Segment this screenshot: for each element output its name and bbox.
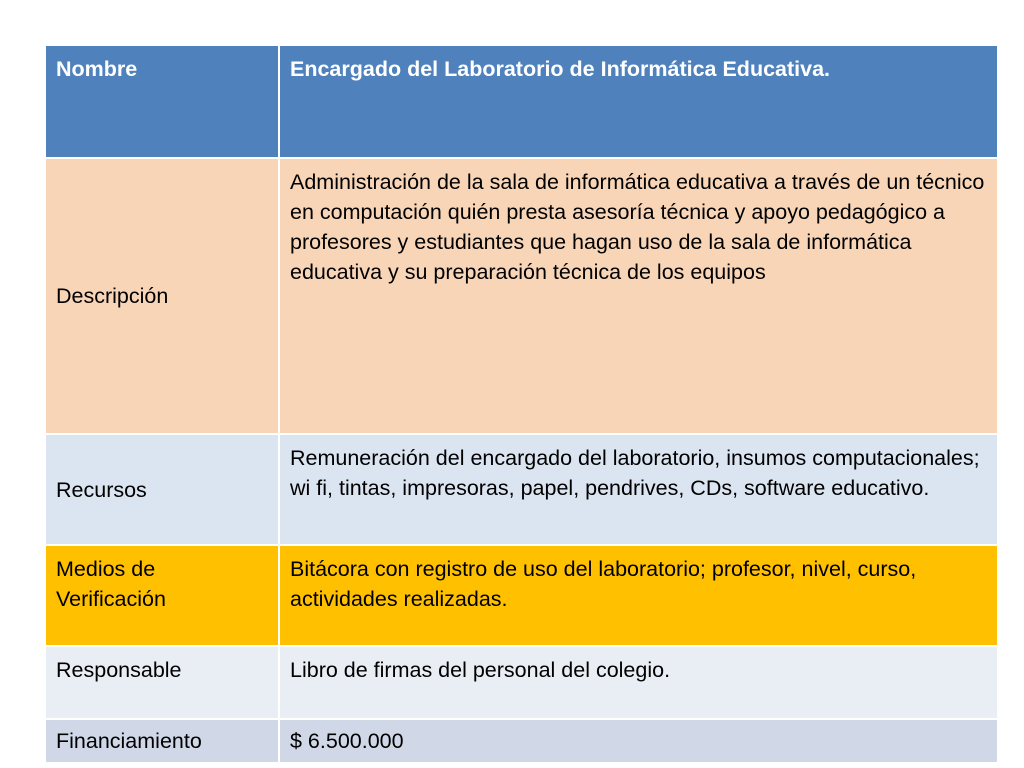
table-row-descripcion: [45, 158, 998, 434]
table-row-recursos: [45, 434, 998, 545]
row-value-financiamiento: $ 6.500.000: [279, 719, 998, 763]
row-value-medios-verificacion: Bitácora con registro de uso del laboratorio; profesor, nivel, curso, actividades realizadas.: [279, 545, 998, 646]
row-label-recursos: Recursos: [45, 434, 279, 545]
table-row-medios-verificacion: [45, 545, 998, 646]
row-label-nombre: Nombre: [45, 45, 279, 158]
table-row-responsable: [45, 646, 998, 719]
row-value-recursos: Remuneración del encargado del laboratorio, insumos computacionales; wi fi, tintas, impresoras, papel, pendrives, CDs, software educativo.: [279, 434, 998, 545]
row-label-descripcion: Descripción: [45, 158, 279, 434]
row-value-responsable: Libro de firmas del personal del colegio.: [279, 646, 998, 719]
table-row-financiamiento: [45, 719, 998, 763]
row-label-responsable: Responsable: [45, 646, 279, 719]
info-table: [44, 44, 999, 764]
row-value-descripcion: Administración de la sala de informática educativa a través de un técnico en computación quién presta asesoría técnica y apoyo pedagógico a profesores y estudiantes que hagan uso de la sala de informática educativa y su preparación técnica de los equipos: [279, 158, 998, 434]
row-label-medios-verificacion: Medios de Verificación: [45, 545, 279, 646]
row-value-nombre: Encargado del Laboratorio de Informática Educativa.: [279, 45, 998, 158]
row-label-financiamiento: Financiamiento: [45, 719, 279, 763]
table-row-nombre: [45, 45, 998, 158]
